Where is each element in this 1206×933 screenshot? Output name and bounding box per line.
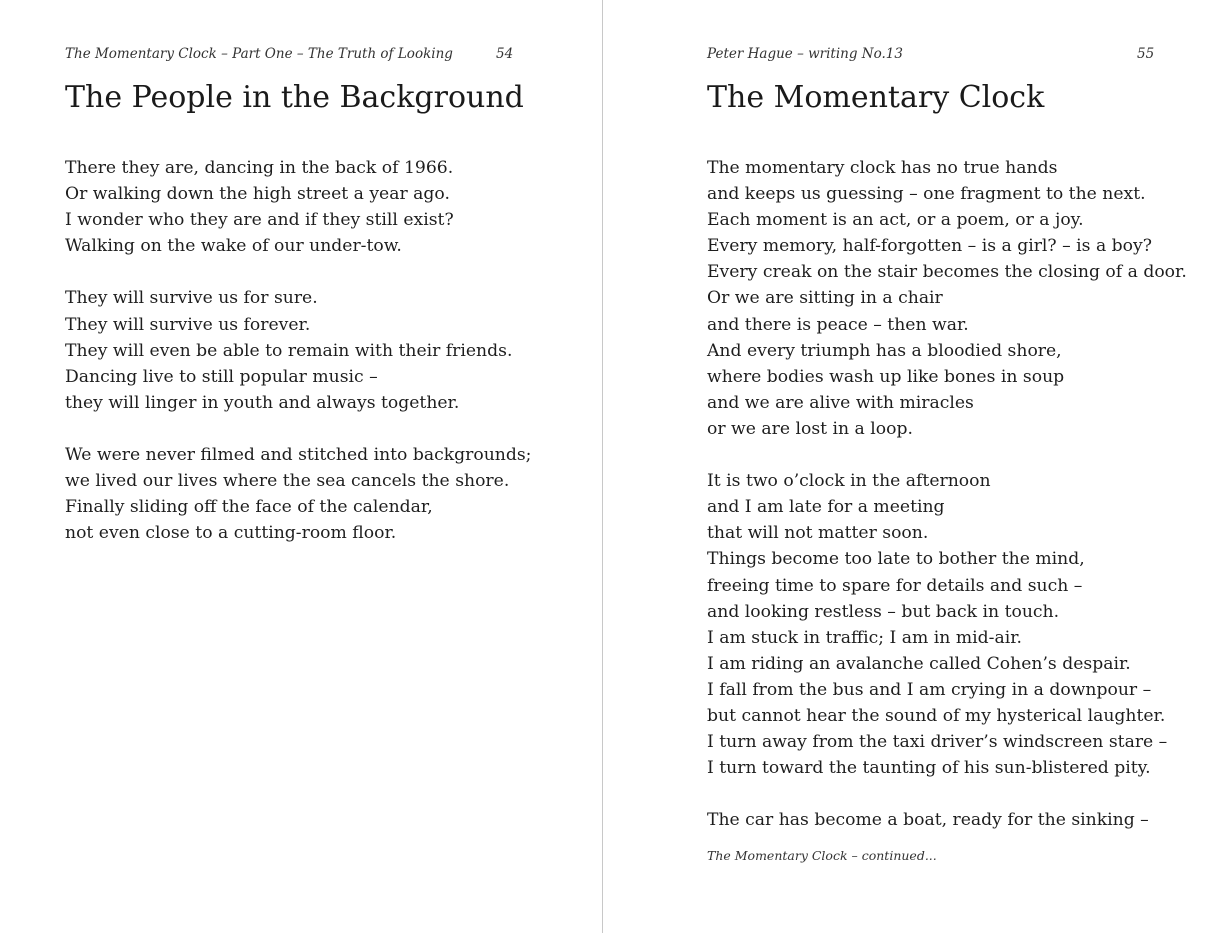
left-poem-title: The People in the Background: [65, 80, 524, 115]
poem-line: Things become too late to bother the mind,: [707, 549, 1085, 570]
right-running-head: Peter Hague – writing No.13: [707, 46, 903, 62]
stanza-break: [65, 259, 531, 285]
poem-line: I fall from the bus and I am crying in a downpour –: [707, 679, 1152, 700]
poem-line: I wonder who they are and if they still exist?: [65, 210, 454, 231]
poem-line: Finally sliding off the face of the calendar,: [65, 497, 433, 518]
poem-line: that will not matter soon.: [707, 523, 929, 544]
poem-line: They will survive us for sure.: [65, 288, 318, 309]
poem-line: and I am late for a meeting: [707, 497, 945, 518]
poem-line: They will survive us forever.: [65, 314, 311, 335]
poem-line: and we are alive with miracles: [707, 392, 974, 413]
poem-line: Each moment is an act, or a poem, or a joy.: [707, 210, 1084, 231]
right-poem-title: The Momentary Clock: [707, 80, 1045, 115]
poem-line: And every triumph has a bloodied shore,: [707, 340, 1062, 361]
poem-line: where bodies wash up like bones in soup: [707, 366, 1065, 387]
poem-line: Every memory, half-forgotten – is a girl? – is a boy?: [707, 236, 1152, 257]
poem-line: or we are lost in a loop.: [707, 418, 913, 439]
poem-line: I turn away from the taxi driver’s windscreen stare –: [707, 732, 1168, 753]
poem-line: They will even be able to remain with their friends.: [65, 340, 513, 361]
poem-line: I turn toward the taunting of his sun-blistered pity.: [707, 758, 1151, 779]
continued-note: The Momentary Clock – continued...: [707, 848, 937, 863]
poem-line: and looking restless – but back in touch.: [707, 601, 1060, 622]
poem-line: I am riding an avalanche called Cohen’s despair.: [707, 653, 1131, 674]
poem-line: freeing time to spare for details and such –: [707, 575, 1083, 596]
poem-line: Or walking down the high street a year ago.: [65, 184, 450, 205]
poem-line: not even close to a cutting-room floor.: [65, 523, 397, 544]
poem-line: but cannot hear the sound of my hysterical laughter.: [707, 705, 1166, 726]
poem-line: and there is peace – then war.: [707, 314, 969, 335]
right-page-number: 55: [1137, 46, 1155, 62]
poem-line: The car has become a boat, ready for the sinking –: [707, 810, 1149, 831]
poem-line: they will linger in youth and always together.: [65, 392, 460, 413]
poem-line: Or we are sitting in a chair: [707, 288, 943, 309]
stanza-break: [65, 416, 531, 442]
poem-line: Walking on the wake of our under-tow.: [65, 236, 402, 257]
stanza-break: [707, 442, 1187, 468]
left-page-number: 54: [496, 46, 514, 62]
left-page: [0, 0, 602, 933]
poem-line: It is two o’clock in the afternoon: [707, 471, 991, 492]
poem-line: I am stuck in traffic; I am in mid-air.: [707, 627, 1022, 648]
poem-line: Dancing live to still popular music –: [65, 366, 378, 387]
left-poem-body: [65, 155, 531, 546]
right-page: [603, 0, 1206, 933]
poem-line: Every creak on the stair becomes the closing of a door.: [707, 262, 1187, 283]
poem-line: and keeps us guessing – one fragment to the next.: [707, 184, 1146, 205]
poem-line: There they are, dancing in the back of 1966.: [65, 158, 454, 178]
poem-line: We were never filmed and stitched into backgrounds;: [65, 445, 532, 466]
stanza-break: [707, 781, 1187, 807]
right-poem-body: [707, 155, 1187, 833]
poem-line: The momentary clock has no true hands: [707, 158, 1058, 178]
poem-line: we lived our lives where the sea cancels the shore.: [65, 471, 510, 492]
left-running-head: The Momentary Clock – Part One – The Truth of Looking: [65, 46, 453, 62]
